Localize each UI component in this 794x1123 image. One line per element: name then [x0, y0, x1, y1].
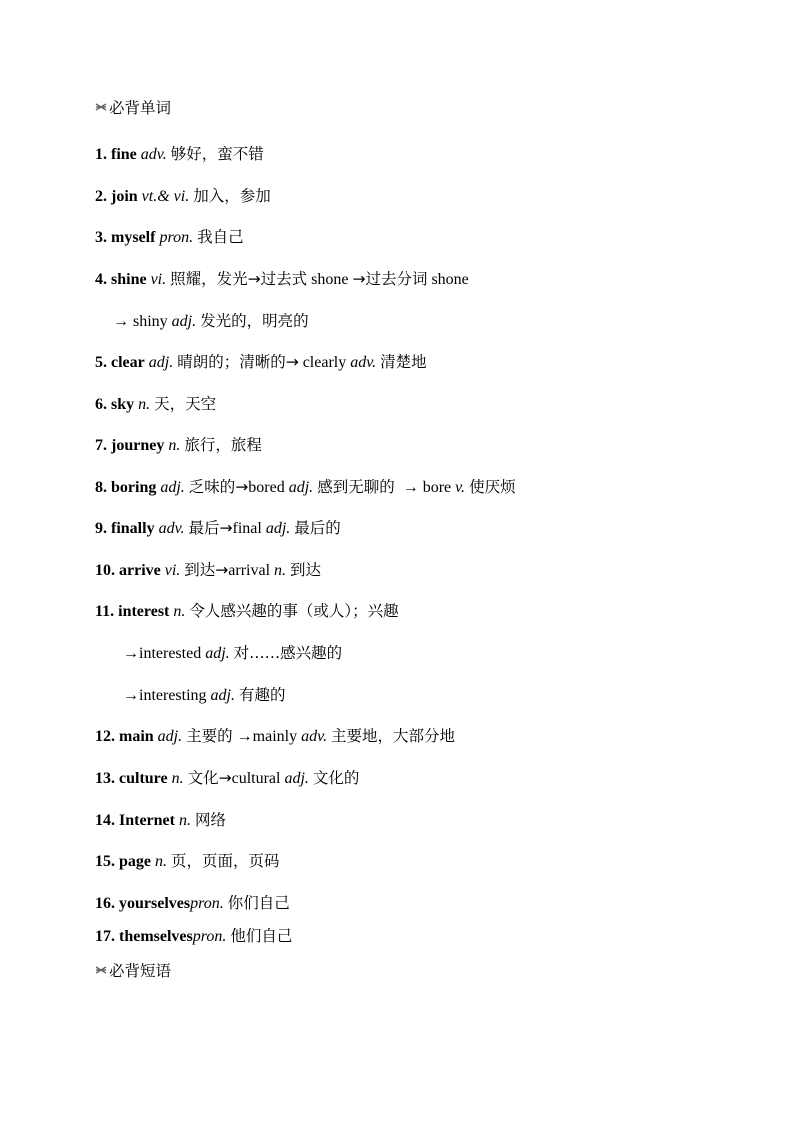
entry-meaning: 他们自己	[230, 927, 293, 945]
entry-word: interest	[118, 603, 170, 620]
vocab-entry-11-derived-2	[123, 685, 286, 706]
entry-pos: n.	[155, 853, 167, 870]
entry-number: 10.	[95, 562, 115, 579]
entry-pos: adj.	[157, 728, 183, 745]
vocab-entry-7	[95, 435, 262, 456]
entry-form-label: →过去分词	[352, 270, 428, 288]
entry-meaning: 令人感兴趣的事（或人）；兴趣	[189, 602, 399, 620]
entry-pos: pron.	[159, 229, 194, 246]
entry-pos: n.	[173, 603, 186, 620]
vocab-entry-17	[95, 926, 292, 947]
entry-number: 9.	[95, 520, 107, 537]
entry-meaning: 发光的，明亮的	[200, 312, 309, 330]
entry-meaning: 天，天空	[154, 395, 217, 413]
derived-meaning: 主要地，大部分地	[331, 727, 456, 745]
derived-meaning-2: 使厌烦	[469, 478, 516, 496]
entry-number: 3.	[95, 229, 107, 246]
entry-word: arrive	[119, 562, 161, 579]
entry-pos: vi.	[150, 271, 167, 288]
derived-pos-2: v.	[455, 479, 466, 496]
entry-number: 8.	[95, 479, 107, 496]
entry-meaning: 网络	[194, 811, 226, 829]
section-heading-phrases	[95, 961, 171, 981]
entry-pos: adv.	[140, 146, 167, 163]
entry-word: main	[119, 728, 154, 745]
entry-number: 6.	[95, 396, 107, 413]
vocab-entry-14	[95, 810, 226, 831]
entry-pos: pron.	[190, 895, 224, 912]
arrow-icon: →	[402, 479, 419, 496]
entry-pos: adj.	[205, 645, 230, 662]
vocab-entry-5	[95, 352, 427, 373]
derived-pos: n.	[274, 562, 287, 579]
entry-number: 4.	[95, 271, 107, 288]
entry-pos: adv.	[158, 520, 185, 537]
entry-word: boring	[111, 479, 157, 496]
derived-word: interested	[139, 645, 202, 662]
entry-pos: adj.	[171, 313, 197, 330]
entry-pos: n.	[171, 770, 184, 787]
entry-word: myself	[111, 229, 156, 246]
section-title: 必背单词	[109, 99, 172, 117]
entry-past-participle: shone	[431, 271, 469, 288]
section-heading-vocab	[95, 98, 171, 118]
derived-pos: adv.	[350, 354, 377, 371]
derived-word: clearly	[302, 354, 347, 371]
entry-meaning: 文化→	[187, 769, 232, 787]
entry-number: 12.	[95, 728, 115, 745]
vocab-entry-16	[95, 893, 290, 914]
derived-word: cultural	[231, 770, 281, 787]
vocab-entry-2	[95, 186, 271, 207]
entry-meaning: 乏味的→	[188, 478, 249, 496]
entry-meaning: 照耀，发光→过去式	[170, 270, 308, 288]
arrow-icon: →	[113, 313, 129, 330]
entry-number: 1.	[95, 146, 107, 163]
vocab-entry-11-derived-1	[123, 643, 342, 664]
entry-meaning: 晴朗的；清晰的→	[177, 353, 299, 371]
entry-number: 14.	[95, 812, 115, 829]
entry-meaning: 对……感兴趣的	[233, 644, 343, 662]
entry-pos: adj.	[160, 479, 185, 496]
derived-word: shiny	[133, 313, 168, 330]
entry-word: join	[111, 188, 138, 205]
entry-meaning: 最后→	[188, 519, 233, 537]
entry-word: themselves	[119, 928, 193, 945]
vocab-entry-3	[95, 227, 244, 248]
derived-pos: adj.	[265, 520, 291, 537]
entry-meaning: 页，页面，页码	[171, 852, 280, 870]
entry-word: page	[119, 853, 151, 870]
entry-word: clear	[111, 354, 145, 371]
derived-meaning: 最后的	[294, 519, 341, 537]
entry-meaning: 到达→	[184, 561, 229, 579]
entry-meaning: 够好，蛮不错	[170, 145, 264, 163]
derived-meaning: 到达	[290, 561, 322, 579]
arrow-icon: →	[236, 728, 253, 745]
entry-past-tense: shone	[311, 271, 349, 288]
derived-word: interesting	[139, 687, 207, 704]
vocab-entry-4	[95, 269, 469, 290]
entry-meaning: 加入，参加	[193, 187, 271, 205]
entry-word: sky	[111, 396, 135, 413]
entry-number: 17.	[95, 928, 115, 945]
entry-word: fine	[111, 146, 137, 163]
entry-word: culture	[119, 770, 168, 787]
entry-meaning: 有趣的	[239, 686, 286, 704]
derived-pos: adv.	[301, 728, 327, 745]
section-title: 必背短语	[109, 962, 172, 980]
derived-word: arrival	[228, 562, 271, 579]
derived-meaning: 感到无聊的	[317, 478, 395, 496]
entry-meaning: 主要的	[186, 727, 233, 745]
vocab-entry-15	[95, 851, 280, 872]
entry-pos: n.	[138, 396, 151, 413]
vocab-entry-1	[95, 144, 264, 165]
derived-pos: adj.	[284, 770, 309, 787]
arrow-icon: →	[123, 645, 139, 662]
entry-pos: vt.& vi.	[141, 188, 190, 205]
entry-meaning: 旅行，旅程	[184, 436, 262, 454]
derived-pos: adj.	[288, 479, 314, 496]
derived-word: bored	[248, 479, 285, 496]
entry-pos: n.	[178, 812, 191, 829]
vocab-entry-4-derived	[113, 311, 309, 332]
vocab-entry-9	[95, 518, 341, 539]
entry-pos: vi.	[164, 562, 181, 579]
vocab-entry-8	[95, 477, 516, 498]
entry-meaning: 你们自己	[227, 894, 290, 912]
vocab-entry-6	[95, 394, 216, 415]
entry-number: 15.	[95, 853, 115, 870]
section-bullet-icon	[95, 102, 107, 112]
entry-word: finally	[111, 520, 155, 537]
derived-word: mainly	[252, 728, 298, 745]
arrow-icon: →	[123, 687, 139, 704]
entry-meaning: 我自己	[197, 228, 244, 246]
derived-meaning: 清楚地	[380, 353, 427, 371]
entry-word: journey	[111, 437, 165, 454]
derived-word: final	[232, 520, 262, 537]
vocab-entry-12	[95, 726, 455, 747]
entry-number: 2.	[95, 188, 107, 205]
vocab-entry-10	[95, 560, 321, 581]
entry-number: 5.	[95, 354, 107, 371]
derived-word-2: bore	[422, 479, 452, 496]
entry-pos: pron.	[192, 928, 227, 945]
entry-pos: n.	[168, 437, 181, 454]
vocab-entry-13	[95, 768, 359, 789]
entry-word: Internet	[119, 812, 175, 829]
entry-number: 7.	[95, 437, 107, 454]
entry-number: 16.	[95, 895, 115, 912]
section-bullet-icon	[95, 965, 107, 975]
entry-number: 11.	[95, 603, 115, 620]
entry-word: yourselves	[119, 895, 191, 912]
entry-word: shine	[111, 271, 147, 288]
entry-number: 13.	[95, 770, 115, 787]
derived-meaning: 文化的	[312, 769, 360, 787]
entry-pos: adj.	[148, 354, 174, 371]
entry-pos: adj.	[210, 687, 235, 704]
vocab-entry-11	[95, 601, 399, 622]
